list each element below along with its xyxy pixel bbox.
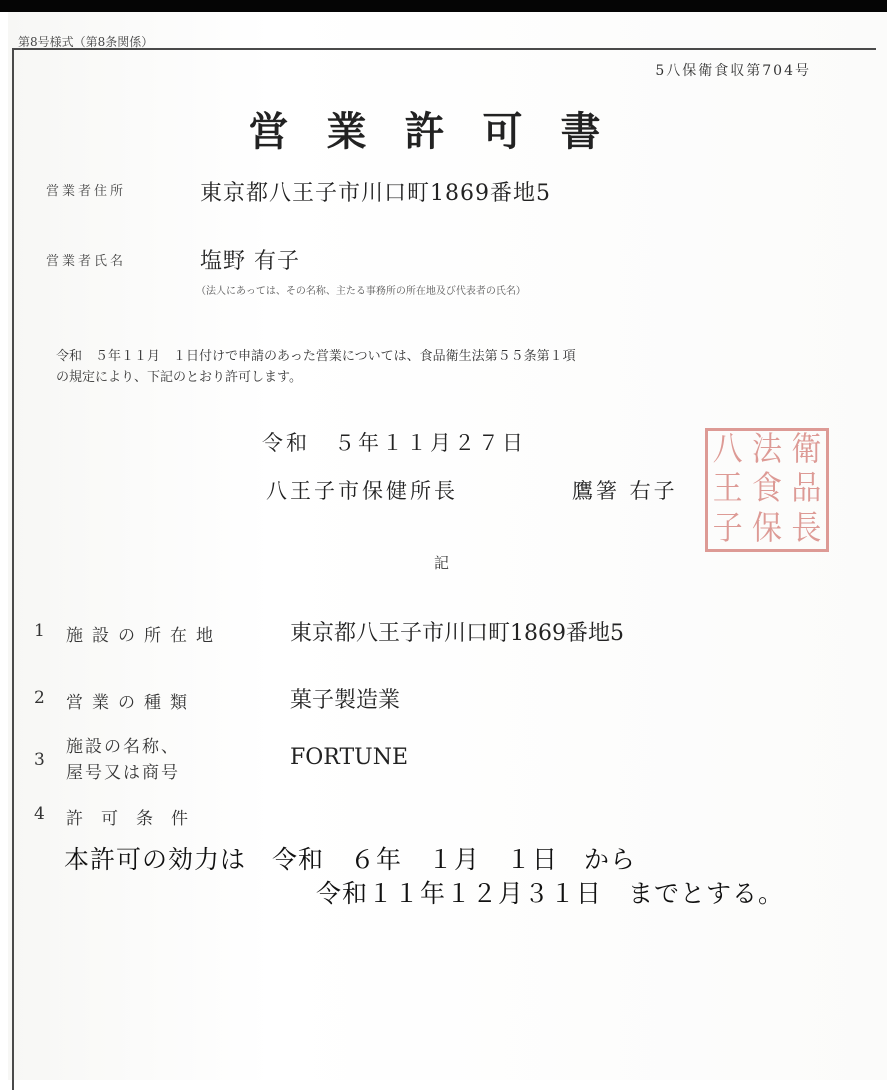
item-label-conditions: 許可条件 (66, 809, 206, 829)
item-value-facility-name: FORTUNE (290, 745, 409, 770)
seal-char: 法 (751, 430, 782, 469)
item-number-2: 2 (34, 688, 45, 708)
item-label-facility-name-line1: 施設の名称、 (66, 737, 180, 757)
document-title: 営業許可書 (248, 108, 639, 155)
ki-label: 記 (434, 554, 450, 572)
issuer-office: 八王子市保健所長 (266, 479, 458, 503)
official-seal (705, 428, 829, 552)
seal-char: 衛 (791, 430, 822, 469)
item-label-business-type: 営業の種類 (66, 693, 196, 713)
body-text-line1: 令和 ５年１１月 １日付けで申請のあった営業については、食品衛生法第５５条第１項 (56, 349, 576, 364)
item-number-1: 1 (34, 621, 45, 641)
item-label-facility-location: 施設の所在地 (66, 626, 222, 646)
condition-line2: 令和１１年１２月３１日 までとする。 (316, 879, 785, 908)
corporate-note: （法人にあっては、その名称、主たる事務所の所在地及び代表者の氏名） (196, 286, 526, 297)
top-dark-bar (0, 0, 887, 12)
item-value-business-type: 菓子製造業 (290, 688, 401, 713)
seal-char: 品 (791, 469, 822, 508)
seal-char: 子 (712, 508, 743, 548)
issuer-name: 鷹箸 右子 (572, 479, 678, 503)
document-number: 5八保衛食収第704号 (655, 63, 811, 79)
seal-char: 八 (712, 430, 743, 469)
seal-char: 長 (791, 508, 822, 548)
seal-char: 食 (751, 469, 782, 508)
seal-char: 王 (712, 469, 743, 508)
item-label-facility-name (66, 734, 180, 786)
business-address-label: 営業者住所 (46, 184, 127, 199)
issue-date: 令和 ５年１１月２７日 (262, 431, 526, 455)
business-name-label: 営業者氏名 (46, 254, 127, 269)
body-text-line2: の規定により、下記のとおり許可します。 (56, 370, 302, 385)
business-name: 塩野 有子 (200, 249, 300, 274)
item-value-facility-location: 東京都八王子市川口町1869番地5 (290, 621, 624, 646)
item-number-3: 3 (34, 750, 45, 770)
business-address: 東京都八王子市川口町1869番地5 (200, 181, 551, 206)
body-text (56, 346, 576, 388)
item-number-4: 4 (34, 804, 45, 824)
condition-line1: 本許可の効力は 令和 ６年 １月 １日 から (64, 845, 637, 874)
form-number: 第8号様式（第8条関係） (18, 35, 154, 49)
seal-char: 保 (751, 508, 782, 548)
item-label-facility-name-line2: 屋号又は商号 (66, 763, 180, 783)
